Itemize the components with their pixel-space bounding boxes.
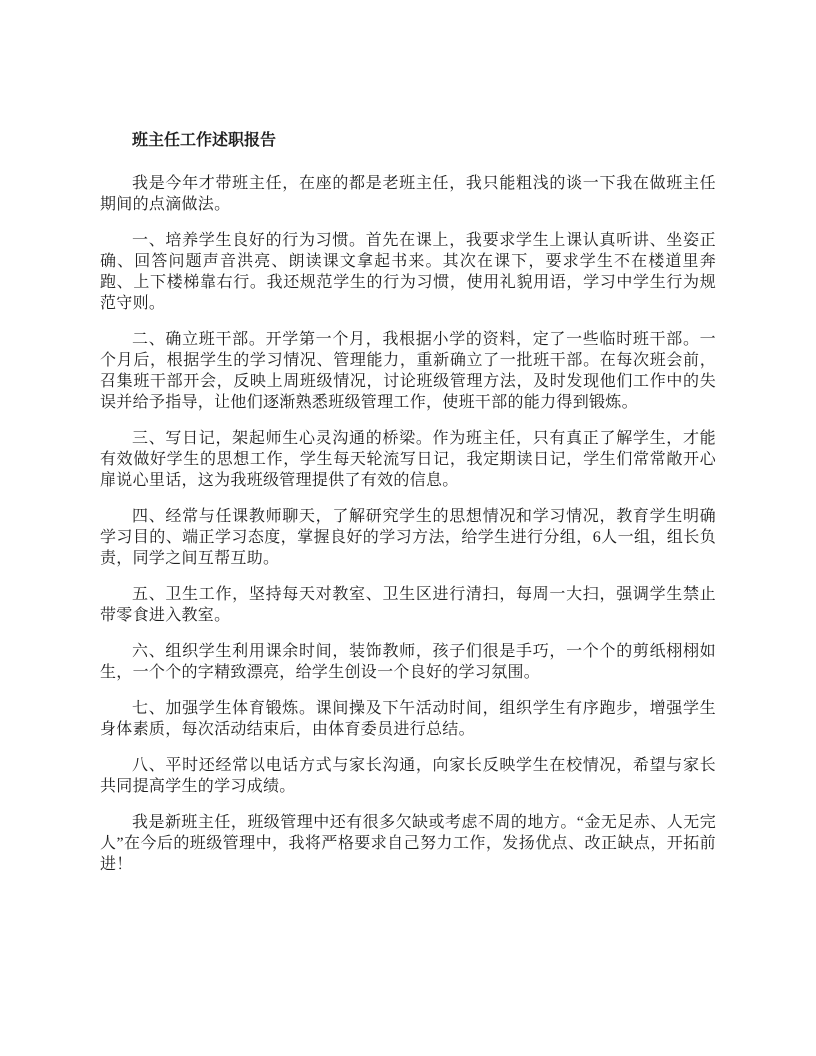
paragraph-intro: 我是今年才带班主任，在座的都是老班主任，我只能粗浅的谈一下我在做班主任期间的点滴做法。 [100,175,716,213]
paragraph-closing: 我是新班主任，班级管理中还有很多欠缺或考虑不周的地方。“金无足赤、人无完人”在今后的班级管理中，我将严格要求自己努力工作，发扬优点、改正缺点，开拓前进！ [100,814,716,873]
paragraph-item-6: 六、组织学生利用课余时间，装饰教师，孩子们很是手巧，一个个的剪纸栩栩如生，一个个的字精致漂亮，给学生创设一个良好的学习氛围。 [100,643,716,681]
paragraph-item-7: 七、加强学生体育锻炼。课间操及下午活动时间，组织学生有序跑步，增强学生身体素质，每次活动结束后，由体育委员进行总结。 [100,700,716,738]
paragraph-item-3: 三、写日记，架起师生心灵沟通的桥梁。作为班主任，只有真正了解学生，才能有效做好学生的思想工作，学生每天轮流写日记，我定期读日记，学生们常常敞开心扉说心里话，这为我班级管理提供了有效的信息。 [100,430,716,489]
document-title: 班主任工作述职报告 [132,132,277,149]
paragraph-item-8: 八、平时还经常以电话方式与家长沟通，向家长反映学生在校情况，希望与家长共同提高学生的学习成绩。 [100,757,716,795]
paragraph-item-1: 一、培养学生良好的行为习惯。首先在课上，我要求学生上课认真听讲、坐姿正确、回答问题声音洪亮、朗读课文拿起书来。其次在课下，要求学生不在楼道里奔跑、上下楼梯靠右行。我还规范学生的行为习惯，使用礼貌用语，学习中学生行为规范守则。 [100,232,716,312]
paragraph-item-2: 二、确立班干部。开学第一个月，我根据小学的资料，定了一些临时班干部。一个月后，根据学生的学习情况、管理能力，重新确立了一批班干部。在每次班会前，召集班干部开会，反映上周班级情况，讨论班级管理方法，及时发现他们工作中的失误并给予指导，让他们逐渐熟悉班级管理工作，使班干部的能力得到锻炼。 [100,331,716,411]
paragraph-item-5: 五、卫生工作，坚持每天对教室、卫生区进行清扫，每周一大扫，强调学生禁止带零食进入教室。 [100,586,716,624]
paragraph-item-4: 四、经常与任课教师聊天，了解研究学生的思想情况和学习情况，教育学生明确学习目的、端正学习态度，掌握良好的学习方法，给学生进行分组，6人一组，组长负责，同学之间互帮互助。 [100,508,716,567]
